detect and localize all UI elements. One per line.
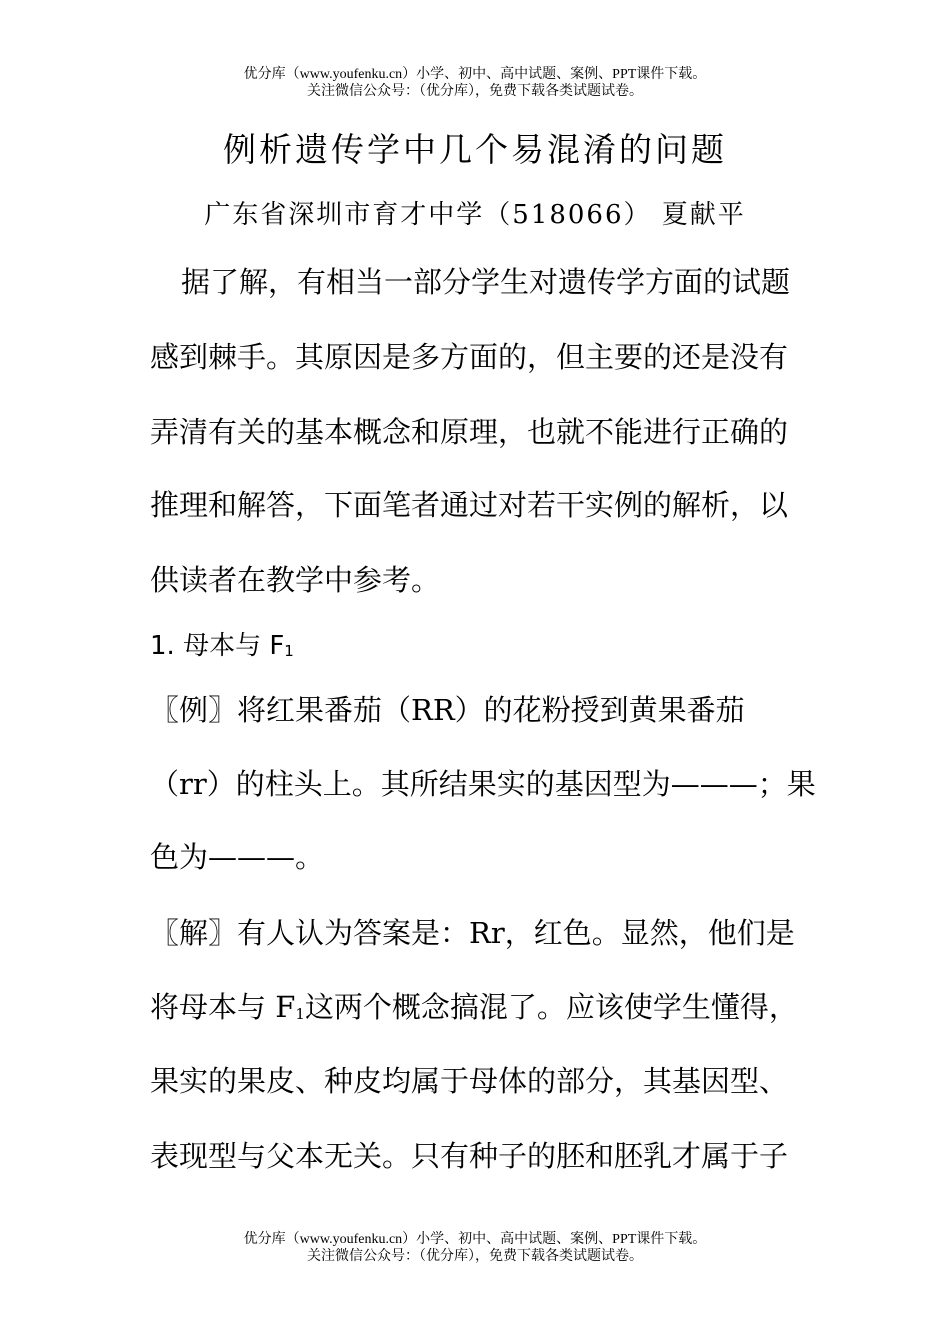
solution-line-2: [150, 987, 798, 1034]
solution-line-3: 果实的果皮、种皮均属于母体的部分，其基因型、: [150, 1064, 789, 1098]
example-line-2: （rr）的柱头上。其所结果实的基因型为———；果: [150, 767, 816, 801]
section-1-heading: [150, 628, 294, 669]
footer-line-1: 优分库（www.youfenku.cn）小学、初中、高中试题、案例、PPT课件下载。: [243, 1232, 707, 1247]
solution-line-4: 表现型与父本无关。只有种子的胚和胚乳才属于子: [150, 1139, 789, 1173]
solution-line-2-subscript: 1: [295, 1005, 305, 1023]
intro-line-5: 供读者在教学中参考。: [150, 563, 441, 597]
footer-banner: [0, 1231, 950, 1265]
article-title: 例析遗传学中几个易混淆的问题: [223, 130, 727, 169]
intro-line-4: 推理和解答，下面笔者通过对若干实例的解析，以: [150, 488, 789, 522]
banner-line-2: 关注微信公众号：（优分库），免费下载各类试题试卷。: [307, 84, 643, 99]
section-1-heading-subscript: 1: [284, 642, 294, 660]
header-banner: [0, 66, 950, 100]
example-line-3: 色为———。: [150, 840, 325, 874]
footer-line-2: 关注微信公众号：（优分库），免费下载各类试题试卷。: [307, 1249, 643, 1264]
intro-line-3: 弄清有关的基本概念和原理，也就不能进行正确的: [150, 415, 789, 449]
intro-line-1: 据了解，有相当一部分学生对遗传学方面的试题: [181, 265, 791, 299]
section-1-heading-text: 1. 母本与 F: [150, 631, 285, 661]
intro-line-2: 感到棘手。其原因是多方面的，但主要的还是没有: [150, 340, 789, 374]
example-line-1: 〖例〗将红果番茄（RR）的花粉授到黄果番茄: [150, 693, 745, 727]
article-author: 广东省深圳市育才中学（518066） 夏献平: [204, 200, 746, 230]
solution-line-1: 〖解〗有人认为答案是：Rr，红色。显然，他们是: [150, 916, 795, 950]
banner-line-1: 优分库（www.youfenku.cn）小学、初中、高中试题、案例、PPT课件下载。: [243, 67, 707, 82]
solution-line-2-pre: 将母本与 F: [150, 990, 296, 1024]
solution-line-2-post: 这两个概念搞混了。应该使学生懂得，: [304, 990, 798, 1024]
